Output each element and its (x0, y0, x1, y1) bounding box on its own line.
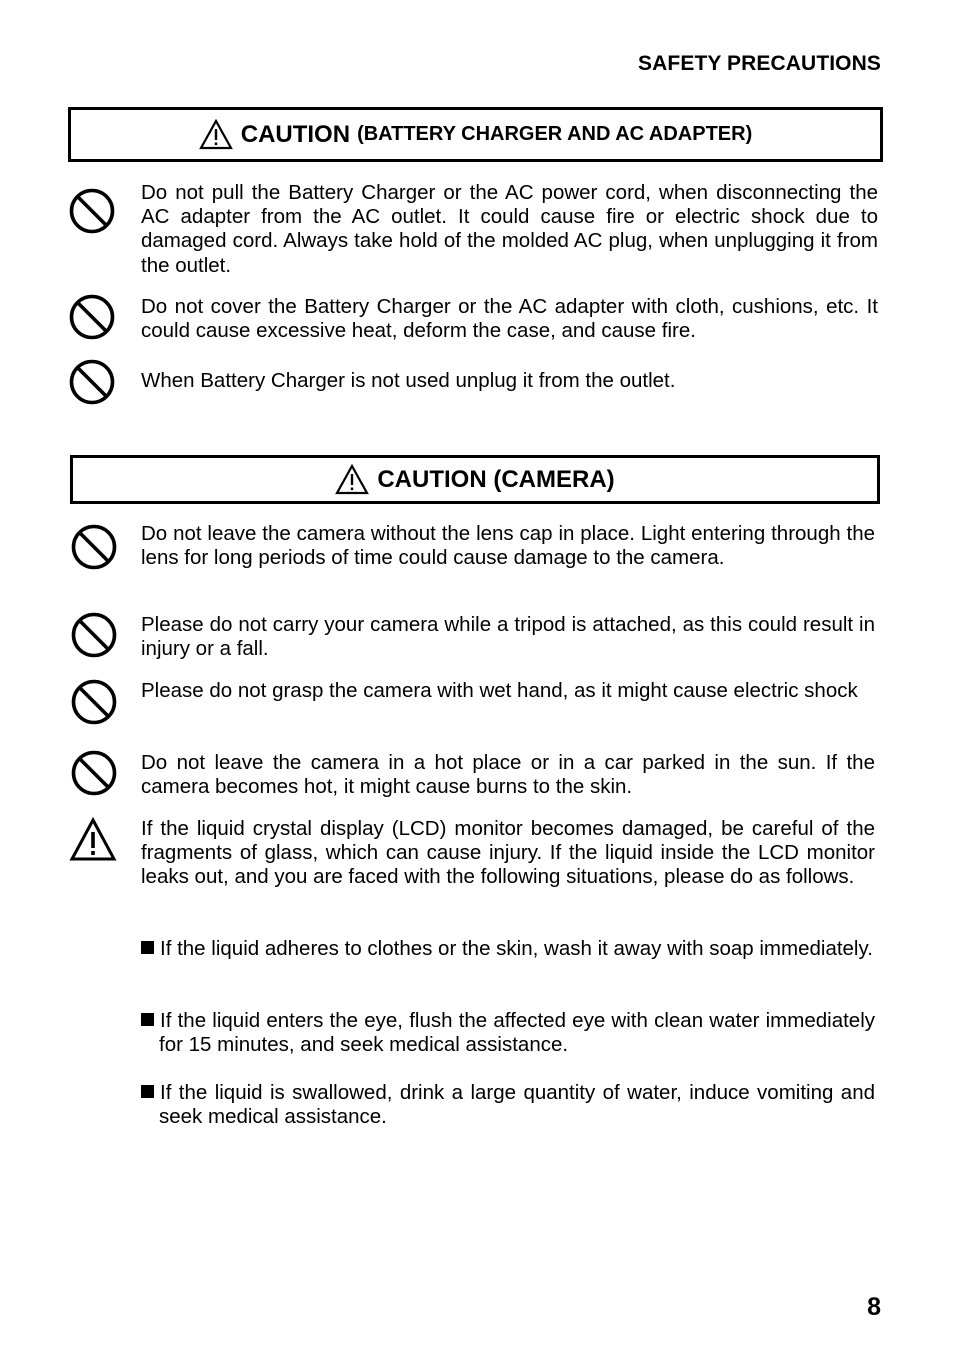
bullet-item (141, 937, 875, 961)
warning-triangle-icon (335, 464, 369, 495)
caution-item: When Battery Charger is not used unplug it from the outlet. (141, 369, 676, 392)
square-bullet-icon (141, 941, 154, 954)
square-bullet-icon (141, 1085, 154, 1098)
caution-title: CAUTION (240, 120, 351, 148)
prohibited-icon (68, 187, 116, 235)
prohibited-icon (70, 611, 118, 659)
caution-heading-camera (70, 455, 880, 504)
caution-item: If the liquid crystal display (LCD) monitor becomes damaged, be careful of the fragments of glass, which can cause injury. If the liquid inside the LCD monitor leaks out, and you are faced with the following situations, please do as follows. (141, 817, 875, 889)
warning-triangle-icon (199, 119, 233, 150)
square-bullet-icon (141, 1013, 154, 1026)
prohibited-icon (70, 523, 118, 571)
bullet-item (141, 1081, 875, 1129)
caution-item: Do not cover the Battery Charger or the AC adapter with cloth, cushions, etc. It could cause excessive heat, deform the case, and cause fire. (141, 295, 878, 343)
prohibited-icon (70, 749, 118, 797)
warning-triangle-icon (69, 817, 117, 863)
caution-item: Please do not grasp the camera with wet hand, as it might cause electric shock (141, 679, 858, 702)
prohibited-icon (70, 678, 118, 726)
caution-item: Please do not carry your camera while a tripod is attached, as this could result in injury or a fall. (141, 613, 875, 661)
caution-subtitle: (BATTERY CHARGER AND AC ADAPTER) (357, 123, 753, 145)
caution-item: Do not leave the camera without the lens cap in place. Light entering through the lens for long periods of time could cause damage to the camera. (141, 522, 875, 570)
caution-title: CAUTION (CAMERA) (377, 465, 615, 493)
section-header: SAFETY PRECAUTIONS (638, 52, 881, 75)
bullet-text: If the liquid enters the eye, flush the affected eye with clean water immediately for 15 minutes, and seek medical assistance. (159, 1009, 875, 1057)
caution-item: Do not pull the Battery Charger or the AC power cord, when disconnecting the AC adapter from the AC outlet. It could cause fire or electric shock due to damaged cord. Always take hold of the molded AC plug, when unplugging it from the outlet. (141, 181, 878, 277)
prohibited-icon (68, 358, 116, 406)
bullet-text: If the liquid is swallowed, drink a large quantity of water, induce vomiting and seek medical assistance. (159, 1081, 875, 1129)
caution-heading-battery-charger (68, 107, 883, 162)
bullet-text: If the liquid adheres to clothes or the skin, wash it away with soap immediately. (160, 937, 873, 960)
prohibited-icon (68, 293, 116, 341)
page-number: 8 (867, 1293, 881, 1321)
bullet-item (141, 1009, 875, 1057)
caution-item: Do not leave the camera in a hot place or in a car parked in the sun. If the camera becomes hot, it might cause burns to the skin. (141, 751, 875, 799)
